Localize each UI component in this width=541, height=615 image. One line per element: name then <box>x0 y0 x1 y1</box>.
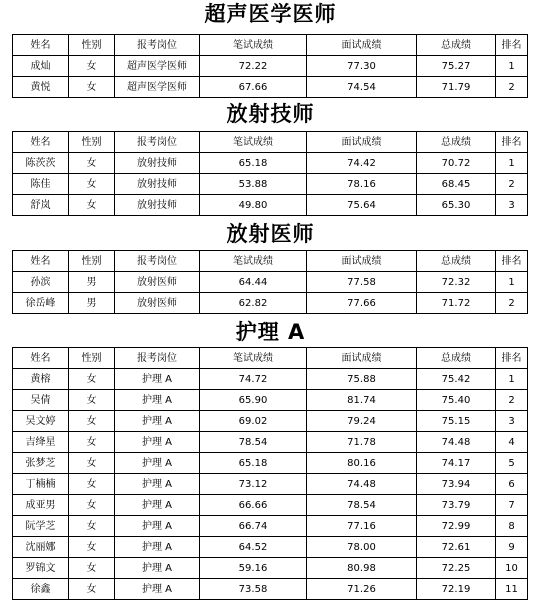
column-header-interview-score: 面试成绩 <box>307 348 417 369</box>
section-title: 护理 A <box>235 320 306 344</box>
table-row <box>13 77 528 98</box>
table-row <box>13 174 528 195</box>
cell-rank: 2 <box>496 174 528 195</box>
cell-gender: 女 <box>69 453 115 474</box>
cell-post: 护理 A <box>115 474 200 495</box>
table-row <box>13 579 528 600</box>
column-header-rank: 排名 <box>496 251 528 272</box>
cell-total-score: 72.99 <box>417 516 496 537</box>
cell-total-score: 71.72 <box>417 293 496 314</box>
cell-post: 放射技师 <box>115 195 200 216</box>
table-header-row <box>13 35 528 56</box>
cell-gender: 女 <box>69 516 115 537</box>
column-header-total-score: 总成绩 <box>417 251 496 272</box>
cell-interview-score: 78.54 <box>307 495 417 516</box>
cell-rank: 1 <box>496 56 528 77</box>
table-row <box>13 495 528 516</box>
cell-written-score: 59.16 <box>200 558 307 579</box>
cell-gender: 女 <box>69 153 115 174</box>
cell-name: 徐鑫 <box>13 579 69 600</box>
cell-written-score: 74.72 <box>200 369 307 390</box>
cell-post: 放射技师 <box>115 153 200 174</box>
cell-total-score: 72.32 <box>417 272 496 293</box>
cell-total-score: 68.45 <box>417 174 496 195</box>
cell-gender: 女 <box>69 195 115 216</box>
column-header-interview-score: 面试成绩 <box>307 35 417 56</box>
table-header-row <box>13 251 528 272</box>
table-row <box>13 195 528 216</box>
table-row <box>13 293 528 314</box>
cell-gender: 女 <box>69 77 115 98</box>
cell-name: 黄悦 <box>13 77 69 98</box>
cell-interview-score: 74.54 <box>307 77 417 98</box>
section-title: 放射技师 <box>226 102 315 126</box>
cell-rank: 11 <box>496 579 528 600</box>
cell-gender: 女 <box>69 390 115 411</box>
cell-name: 丁楠楠 <box>13 474 69 495</box>
cell-total-score: 72.61 <box>417 537 496 558</box>
cell-interview-score: 77.30 <box>307 56 417 77</box>
cell-post: 护理 A <box>115 558 200 579</box>
cell-post: 护理 A <box>115 390 200 411</box>
table-header-row <box>13 348 528 369</box>
cell-gender: 男 <box>69 272 115 293</box>
column-header-gender: 性别 <box>69 251 115 272</box>
cell-written-score: 65.18 <box>200 453 307 474</box>
cell-rank: 2 <box>496 77 528 98</box>
cell-gender: 女 <box>69 432 115 453</box>
column-header-name: 姓名 <box>13 35 69 56</box>
score-table <box>12 347 528 600</box>
cell-rank: 5 <box>496 453 528 474</box>
cell-gender: 女 <box>69 558 115 579</box>
table-row <box>13 432 528 453</box>
column-header-interview-score: 面试成绩 <box>307 132 417 153</box>
column-header-written-score: 笔试成绩 <box>200 35 307 56</box>
cell-post: 护理 A <box>115 369 200 390</box>
cell-written-score: 66.66 <box>200 495 307 516</box>
cell-interview-score: 74.42 <box>307 153 417 174</box>
cell-written-score: 65.18 <box>200 153 307 174</box>
cell-rank: 2 <box>496 390 528 411</box>
cell-written-score: 64.44 <box>200 272 307 293</box>
table-row <box>13 474 528 495</box>
cell-interview-score: 75.88 <box>307 369 417 390</box>
cell-post: 放射医师 <box>115 272 200 293</box>
column-header-total-score: 总成绩 <box>417 348 496 369</box>
score-table <box>12 131 528 216</box>
cell-rank: 3 <box>496 411 528 432</box>
cell-rank: 7 <box>496 495 528 516</box>
cell-name: 吴倩 <box>13 390 69 411</box>
table-row <box>13 56 528 77</box>
cell-rank: 3 <box>496 195 528 216</box>
cell-total-score: 74.17 <box>417 453 496 474</box>
cell-name: 沈丽娜 <box>13 537 69 558</box>
cell-interview-score: 80.98 <box>307 558 417 579</box>
column-header-written-score: 笔试成绩 <box>200 251 307 272</box>
cell-name: 黄榕 <box>13 369 69 390</box>
column-header-gender: 性别 <box>69 132 115 153</box>
cell-name: 张梦芝 <box>13 453 69 474</box>
cell-name: 孙滨 <box>13 272 69 293</box>
cell-post: 超声医学医师 <box>115 77 200 98</box>
cell-total-score: 75.40 <box>417 390 496 411</box>
cell-post: 放射医师 <box>115 293 200 314</box>
cell-total-score: 73.94 <box>417 474 496 495</box>
cell-written-score: 78.54 <box>200 432 307 453</box>
cell-rank: 8 <box>496 516 528 537</box>
table-row <box>13 558 528 579</box>
cell-total-score: 75.15 <box>417 411 496 432</box>
cell-written-score: 64.52 <box>200 537 307 558</box>
cell-written-score: 67.66 <box>200 77 307 98</box>
section-title: 超声医学医师 <box>204 2 337 26</box>
column-header-post: 报考岗位 <box>115 251 200 272</box>
cell-gender: 女 <box>69 56 115 77</box>
cell-total-score: 73.79 <box>417 495 496 516</box>
cell-post: 护理 A <box>115 432 200 453</box>
cell-written-score: 73.58 <box>200 579 307 600</box>
cell-interview-score: 78.16 <box>307 174 417 195</box>
table-row <box>13 369 528 390</box>
cell-post: 护理 A <box>115 495 200 516</box>
column-header-gender: 性别 <box>69 348 115 369</box>
cell-gender: 女 <box>69 369 115 390</box>
cell-interview-score: 77.58 <box>307 272 417 293</box>
cell-rank: 1 <box>496 153 528 174</box>
cell-gender: 女 <box>69 411 115 432</box>
score-table <box>12 250 528 314</box>
cell-name: 陈佳 <box>13 174 69 195</box>
cell-post: 护理 A <box>115 537 200 558</box>
cell-total-score: 65.30 <box>417 195 496 216</box>
table-header-row <box>13 132 528 153</box>
table-row <box>13 411 528 432</box>
cell-gender: 女 <box>69 474 115 495</box>
cell-gender: 女 <box>69 495 115 516</box>
cell-interview-score: 71.78 <box>307 432 417 453</box>
cell-total-score: 71.79 <box>417 77 496 98</box>
cell-post: 超声医学医师 <box>115 56 200 77</box>
cell-name: 成灿 <box>13 56 69 77</box>
cell-total-score: 75.27 <box>417 56 496 77</box>
column-header-post: 报考岗位 <box>115 348 200 369</box>
cell-rank: 2 <box>496 293 528 314</box>
column-header-name: 姓名 <box>13 348 69 369</box>
column-header-gender: 性别 <box>69 35 115 56</box>
cell-gender: 女 <box>69 579 115 600</box>
cell-gender: 男 <box>69 293 115 314</box>
table-row <box>13 272 528 293</box>
column-header-post: 报考岗位 <box>115 132 200 153</box>
cell-gender: 女 <box>69 537 115 558</box>
column-header-name: 姓名 <box>13 251 69 272</box>
cell-interview-score: 80.16 <box>307 453 417 474</box>
section-title: 放射医师 <box>226 222 315 246</box>
column-header-rank: 排名 <box>496 348 528 369</box>
cell-rank: 6 <box>496 474 528 495</box>
cell-written-score: 73.12 <box>200 474 307 495</box>
column-header-name: 姓名 <box>13 132 69 153</box>
cell-written-score: 49.80 <box>200 195 307 216</box>
cell-total-score: 72.25 <box>417 558 496 579</box>
cell-total-score: 70.72 <box>417 153 496 174</box>
column-header-post: 报考岗位 <box>115 35 200 56</box>
column-header-interview-score: 面试成绩 <box>307 251 417 272</box>
cell-rank: 9 <box>496 537 528 558</box>
cell-interview-score: 78.00 <box>307 537 417 558</box>
cell-gender: 女 <box>69 174 115 195</box>
cell-interview-score: 77.66 <box>307 293 417 314</box>
column-header-total-score: 总成绩 <box>417 132 496 153</box>
table-row <box>13 153 528 174</box>
cell-rank: 4 <box>496 432 528 453</box>
column-header-rank: 排名 <box>496 132 528 153</box>
table-row <box>13 453 528 474</box>
cell-written-score: 72.22 <box>200 56 307 77</box>
column-header-written-score: 笔试成绩 <box>200 132 307 153</box>
table-row <box>13 390 528 411</box>
cell-name: 陈茨茨 <box>13 153 69 174</box>
column-header-written-score: 笔试成绩 <box>200 348 307 369</box>
cell-post: 护理 A <box>115 516 200 537</box>
cell-name: 罗锦文 <box>13 558 69 579</box>
column-header-total-score: 总成绩 <box>417 35 496 56</box>
cell-name: 吉绛星 <box>13 432 69 453</box>
cell-written-score: 53.88 <box>200 174 307 195</box>
cell-rank: 1 <box>496 272 528 293</box>
cell-interview-score: 77.16 <box>307 516 417 537</box>
cell-post: 护理 A <box>115 453 200 474</box>
cell-rank: 10 <box>496 558 528 579</box>
column-header-rank: 排名 <box>496 35 528 56</box>
cell-name: 徐岳峰 <box>13 293 69 314</box>
cell-name: 舒岚 <box>13 195 69 216</box>
score-table <box>12 34 528 98</box>
cell-rank: 1 <box>496 369 528 390</box>
cell-total-score: 72.19 <box>417 579 496 600</box>
table-row <box>13 537 528 558</box>
cell-post: 护理 A <box>115 411 200 432</box>
cell-written-score: 65.90 <box>200 390 307 411</box>
cell-interview-score: 74.48 <box>307 474 417 495</box>
cell-post: 护理 A <box>115 579 200 600</box>
cell-interview-score: 75.64 <box>307 195 417 216</box>
cell-interview-score: 71.26 <box>307 579 417 600</box>
cell-written-score: 69.02 <box>200 411 307 432</box>
cell-interview-score: 79.24 <box>307 411 417 432</box>
cell-post: 放射技师 <box>115 174 200 195</box>
cell-name: 阮学芝 <box>13 516 69 537</box>
cell-name: 吴文婷 <box>13 411 69 432</box>
cell-written-score: 66.74 <box>200 516 307 537</box>
cell-interview-score: 81.74 <box>307 390 417 411</box>
cell-name: 成亚男 <box>13 495 69 516</box>
cell-total-score: 74.48 <box>417 432 496 453</box>
table-row <box>13 516 528 537</box>
cell-written-score: 62.82 <box>200 293 307 314</box>
cell-total-score: 75.42 <box>417 369 496 390</box>
